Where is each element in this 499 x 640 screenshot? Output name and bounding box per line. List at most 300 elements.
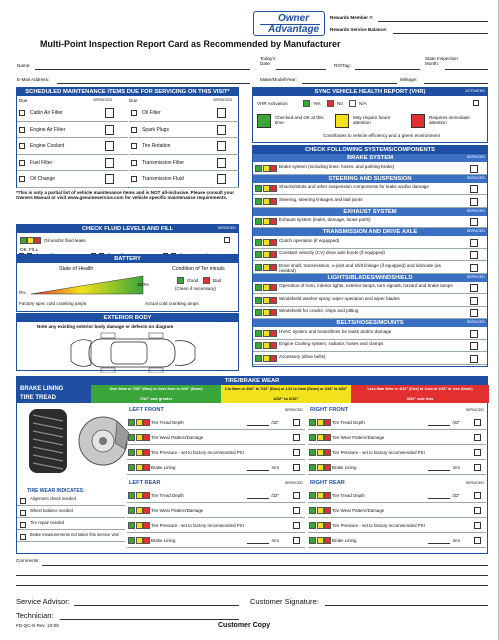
serviced-checkbox[interactable] (105, 174, 114, 184)
tire-row-label: Tire Wear Pattern/Damage (151, 435, 204, 440)
maintenance-item-label: Spark Plugs (142, 126, 169, 133)
serviced-checkbox[interactable] (474, 419, 481, 426)
system-item-label: Windshield washer spray, wiper operation and wiper blades (279, 295, 400, 301)
immediate-box[interactable] (324, 507, 331, 514)
comments-line-1[interactable] (42, 565, 488, 566)
immediate-box[interactable] (270, 218, 277, 225)
ok-box[interactable] (309, 522, 316, 529)
tire-row (127, 518, 305, 533)
ok-box[interactable] (309, 419, 316, 426)
ok-head: OK (20, 247, 27, 252)
fluid-leaks-serviced[interactable] (224, 237, 230, 243)
tire-row-label: Brake Lining (332, 538, 357, 543)
tire-row-label: Tire Wear Pattern/Damage (151, 508, 204, 513)
future-box[interactable] (263, 355, 270, 362)
system-item-row (253, 162, 487, 175)
serviced-checkbox[interactable] (217, 125, 226, 135)
future-box[interactable] (263, 198, 270, 205)
serviced-checkbox[interactable] (293, 507, 300, 514)
health-gauge (27, 274, 147, 298)
wear-indicator-label: Brake measurements not taken this service visit (30, 531, 119, 537)
ok-box[interactable] (255, 264, 262, 271)
ok-box[interactable] (255, 239, 262, 246)
system-header: EXHAUST SYSTEM (253, 208, 487, 216)
wear-indicator-row (17, 519, 125, 530)
tire-brake-title: TIRE/BRAKE WEAR (17, 377, 487, 385)
tire-row-label: Tire Pressure - set to factory recommended PSI (332, 450, 425, 455)
unit-label: mm (452, 538, 460, 543)
tire-row (308, 503, 486, 518)
tire-quadrant-right-rear (308, 480, 486, 550)
maintenance-row (129, 105, 239, 122)
actual-cca-label: Actual cold cranking amps (145, 301, 199, 306)
future-box[interactable] (263, 284, 270, 291)
serviced-head: SERVICED (284, 481, 303, 485)
system-item-row (253, 294, 487, 307)
ok-box[interactable] (128, 434, 135, 441)
serviced-checkbox[interactable] (293, 537, 300, 544)
tire-row (308, 430, 486, 445)
serviced-checkbox[interactable] (293, 464, 300, 471)
maintenance-item-label: Transmission Fluid (142, 176, 184, 182)
vhr-label: VHR Activation (257, 101, 288, 106)
serviced-head: SERVICED (465, 481, 484, 485)
green-tread-spec: 7/32" and greater (91, 394, 221, 403)
immediate-box[interactable] (270, 330, 277, 337)
fluids-title: CHECK FLUID LEVELS AND FILL (17, 225, 238, 233)
email-field[interactable] (57, 83, 250, 84)
immediate-box[interactable] (143, 464, 150, 471)
serviced-head: SERVICED (466, 274, 485, 279)
serviced-checkbox[interactable] (470, 355, 478, 363)
serviced-checkbox[interactable] (293, 522, 300, 529)
system-item-label: Windshield for cracks, chips and pitting (279, 308, 359, 313)
future-box[interactable] (263, 309, 270, 316)
due-checkbox[interactable] (19, 160, 25, 166)
serviced-checkbox[interactable] (474, 434, 481, 441)
serviced-checkbox[interactable] (293, 449, 300, 456)
future-box[interactable] (317, 537, 324, 544)
future-box[interactable] (317, 464, 324, 471)
immediate-box[interactable] (270, 342, 277, 349)
due-checkbox[interactable] (131, 110, 137, 116)
due-checkbox[interactable] (19, 143, 25, 149)
system-item-label: Brake system (including lines, hoses, and parking brake) (279, 163, 395, 169)
immediate-box[interactable] (143, 434, 150, 441)
comments-line-2[interactable] (16, 575, 488, 576)
due-checkbox[interactable] (131, 143, 137, 149)
system-item-label: Exhaust system (leaks, damage, loose parts) (279, 217, 371, 222)
system-item-row (253, 261, 487, 274)
yellow-tread-spec: 4/32" to 6/32" (221, 394, 351, 403)
ro-tag-field[interactable] (355, 69, 420, 70)
serviced-checkbox[interactable] (217, 141, 226, 151)
immediate-box[interactable] (324, 419, 331, 426)
ok-box[interactable] (255, 342, 262, 349)
exterior-note: Note any existing exterior body damage or defects on diagram (37, 324, 174, 329)
immediate-box[interactable] (324, 464, 331, 471)
ok-box[interactable] (255, 297, 262, 304)
ok-box[interactable] (255, 309, 262, 316)
fluid-leaks-label: Oil and/or fluid leaks (44, 238, 86, 243)
tire-row-label: Tire Tread Depth (332, 420, 365, 425)
system-item-row (253, 282, 487, 295)
measurement-field[interactable] (428, 543, 450, 544)
comments-label: Comments: (16, 558, 40, 563)
wear-indicator-row (17, 507, 125, 518)
wear-checkbox[interactable] (20, 522, 26, 528)
serviced-checkbox[interactable] (470, 330, 478, 338)
customer-copy-label: Customer Copy (218, 622, 271, 629)
tire-row-label: Tire Tread Depth (332, 493, 365, 498)
exterior-title: EXTERIOR BODY (17, 314, 238, 322)
serviced-checkbox[interactable] (105, 158, 114, 168)
technician-field[interactable] (60, 619, 239, 620)
tire-row-label: Tire Pressure - set to factory recommended PSI (151, 450, 244, 455)
owner-advantage-logo (253, 11, 325, 36)
ok-box[interactable] (255, 165, 262, 172)
serviced-checkbox[interactable] (470, 165, 478, 173)
serviced-checkbox[interactable] (470, 342, 478, 350)
ok-box[interactable] (255, 284, 262, 291)
future-box[interactable] (317, 434, 324, 441)
logo-top-text: Owner (278, 13, 310, 24)
fill-head: FILL (29, 247, 39, 252)
due-checkbox[interactable] (131, 160, 137, 166)
future-box[interactable] (263, 239, 270, 246)
tire-row-label: Tire Tread Depth (151, 420, 184, 425)
system-item-row (253, 183, 487, 196)
immediate-box[interactable] (143, 507, 150, 514)
system-header: STEERING AND SUSPENSION (253, 175, 487, 183)
due-checkbox[interactable] (131, 176, 137, 182)
wear-indicator-row (17, 531, 125, 542)
wear-checkbox[interactable] (20, 510, 26, 516)
tire-row (127, 430, 305, 445)
legend-yellow: May require future attention (353, 115, 391, 126)
ok-box[interactable] (309, 507, 316, 514)
measurement-field[interactable] (428, 425, 450, 426)
immediate-box[interactable] (143, 449, 150, 456)
system-item-label: Engine Cooling system, radiator, hoses and clamps (279, 341, 384, 346)
ok-box[interactable] (309, 464, 316, 471)
ok-box[interactable] (255, 355, 262, 362)
serviced-checkbox[interactable] (470, 284, 478, 292)
future-box[interactable] (317, 507, 324, 514)
serviced-head: SERVICED (466, 320, 485, 324)
ok-box[interactable] (255, 330, 262, 337)
serviced-checkbox[interactable] (470, 218, 478, 226)
immediate-box[interactable] (270, 165, 277, 172)
future-box[interactable] (136, 464, 143, 471)
measurement-field[interactable] (247, 470, 269, 471)
scheduled-maintenance-section (16, 87, 239, 188)
measurement-field[interactable] (428, 498, 450, 499)
future-box[interactable] (263, 297, 270, 304)
maintenance-item-label: Transmission Filter (142, 159, 185, 166)
tire-row (308, 460, 486, 475)
serviced-head: SERVICED (466, 175, 485, 180)
make-model-field[interactable] (302, 83, 397, 84)
state-inspection-label: State Inspection Month: (425, 56, 458, 67)
due-checkbox[interactable] (131, 127, 137, 133)
future-box[interactable] (136, 522, 143, 529)
future-box[interactable] (136, 419, 143, 426)
immediate-box[interactable] (324, 492, 331, 499)
immediate-box[interactable] (270, 264, 277, 271)
wear-checkbox[interactable] (20, 498, 26, 504)
state-of-health-label: State of Health (59, 266, 94, 272)
vhr-activated-box[interactable] (473, 100, 479, 106)
future-box[interactable] (317, 522, 324, 529)
system-item-label: HVAC system and hoses/lines for leaks and/or damage (279, 328, 392, 334)
wear-indicates-title: TIRE WEAR INDICATES: (27, 488, 85, 494)
pct-low: 0% (19, 290, 26, 295)
serviced-checkbox[interactable] (470, 239, 478, 247)
make-model-label: Make/Model/Year: (260, 77, 297, 82)
name-field[interactable] (35, 69, 250, 70)
due-col-left: Due (19, 98, 28, 103)
sync-vhr-section (252, 87, 488, 143)
na-label: N/A (359, 101, 367, 106)
immediate-box[interactable] (270, 355, 277, 362)
immediate-box[interactable] (324, 537, 331, 544)
future-box[interactable] (317, 492, 324, 499)
future-box[interactable] (136, 507, 143, 514)
battery-title: BATTERY (17, 255, 238, 263)
unit-label: /32" (452, 420, 460, 425)
no-label: No (337, 101, 343, 106)
serviced-checkbox[interactable] (470, 309, 478, 317)
due-checkbox[interactable] (19, 110, 25, 116)
bad-label: Bad (213, 278, 222, 283)
wear-indicator-label: Tire repair needed (30, 519, 65, 525)
quadrant-title: LEFT REAR (129, 480, 161, 486)
serviced-checkbox[interactable] (470, 297, 478, 305)
wear-indicator-label: Alignment check needed (30, 495, 76, 501)
future-box[interactable] (136, 449, 143, 456)
car-diagram[interactable] (61, 331, 201, 373)
serviced-checkbox[interactable] (217, 174, 226, 184)
immediate-box[interactable] (143, 522, 150, 529)
immediate-box[interactable] (270, 185, 277, 192)
immediate-box[interactable] (270, 309, 277, 316)
tire-row-label: Brake Lining (332, 465, 357, 470)
brake-lining-label: BRAKE LINING (17, 385, 91, 394)
tire-quadrant-left-rear (127, 480, 305, 550)
serviced-checkbox[interactable] (474, 464, 481, 471)
date-field[interactable] (276, 69, 326, 70)
measurement-field[interactable] (247, 498, 269, 499)
immediate-box[interactable] (270, 251, 277, 258)
maintenance-row (17, 155, 128, 172)
serviced-checkbox[interactable] (470, 264, 478, 272)
serviced-checkbox[interactable] (474, 449, 481, 456)
ok-box[interactable] (309, 449, 316, 456)
ok-box[interactable] (255, 198, 262, 205)
immediate-box[interactable] (143, 492, 150, 499)
system-item-label: Operation of horn, interior lights, exterior lamps, turn signals, hazard and brake lamps (279, 283, 453, 288)
future-box[interactable] (136, 537, 143, 544)
serviced-checkbox[interactable] (470, 251, 478, 259)
name-label: Name: (17, 63, 31, 68)
tire-row (308, 533, 486, 548)
system-item-label: Constant velocity (CV) drive axle boots (if equipped) (279, 250, 385, 255)
yes-label: Yes (313, 101, 321, 106)
sync-activated-head: ACTIVATED (465, 89, 485, 93)
serviced-checkbox[interactable] (217, 158, 226, 168)
serviced-checkbox[interactable] (474, 507, 481, 514)
system-item-row (253, 327, 487, 340)
wear-checkbox[interactable] (20, 534, 26, 540)
system-item-label: Steering, steering linkages and ball joints (279, 196, 363, 202)
immediate-box[interactable] (143, 419, 150, 426)
ok-box[interactable] (128, 522, 135, 529)
future-box[interactable] (263, 264, 270, 271)
tire-brake-section (16, 376, 488, 554)
ok-box[interactable] (309, 434, 316, 441)
systems-section (252, 145, 488, 367)
system-item-row (253, 340, 487, 353)
ok-box[interactable] (255, 218, 262, 225)
tire-row-label: Tire Wear Pattern/Damage (332, 435, 385, 440)
system-item-label: Accessory (drive belts) (279, 353, 326, 359)
unit-label: /32" (271, 420, 279, 425)
service-advisor-field[interactable] (74, 605, 239, 606)
ok-box[interactable] (255, 185, 262, 192)
ok-box[interactable] (128, 449, 135, 456)
technician-label: Technician: (16, 611, 54, 620)
immediate-box[interactable] (143, 537, 150, 544)
immediate-box[interactable] (324, 522, 331, 529)
serviced-checkbox[interactable] (293, 434, 300, 441)
ok-box[interactable] (309, 492, 316, 499)
system-header: TRANSMISSION AND DRIVE AXLE (253, 228, 487, 236)
systems-title: CHECK FOLLOWING SYSTEMS/COMPONENTS (253, 146, 487, 154)
red-tread-spec: 3/32" and less (351, 394, 489, 403)
tire-quadrant-left-front (127, 407, 305, 477)
due-checkbox[interactable] (19, 127, 25, 133)
immediate-box[interactable] (270, 284, 277, 291)
immediate-box[interactable] (270, 239, 277, 246)
serviced-checkbox[interactable] (105, 108, 114, 118)
immediate-box[interactable] (324, 449, 331, 456)
ro-tag-label: RO/Tag: (334, 63, 351, 68)
tire-row (127, 533, 305, 548)
good-label: Good (187, 278, 199, 283)
ok-box[interactable] (309, 537, 316, 544)
tire-row (127, 415, 305, 430)
scheduled-maintenance-title: SCHEDULED MAINTENANCE ITEMS DUE FOR SERVICING ON THIS VISIT* (17, 88, 238, 96)
serviced-checkbox[interactable] (105, 125, 114, 135)
future-box[interactable] (263, 330, 270, 337)
measurement-field[interactable] (247, 543, 269, 544)
maintenance-item-label: Oil Filter (142, 110, 161, 116)
maintenance-row (129, 138, 239, 155)
tire-row-label: Tire Tread Depth (151, 493, 184, 498)
serviced-checkbox[interactable] (293, 492, 300, 499)
system-item-row (253, 216, 487, 229)
system-header: BELTS/HOSES/MOUNTS (253, 319, 487, 327)
future-box[interactable] (317, 419, 324, 426)
serviced-checkbox[interactable] (293, 419, 300, 426)
todays-date-label: Today's Date: (260, 56, 276, 67)
future-box[interactable] (263, 165, 270, 172)
future-box[interactable] (136, 434, 143, 441)
measurement-field[interactable] (428, 470, 450, 471)
serviced-checkbox[interactable] (474, 492, 481, 499)
mileage-field[interactable] (424, 83, 488, 84)
immediate-box[interactable] (270, 297, 277, 304)
unit-label: mm (271, 465, 279, 470)
system-item-row (253, 249, 487, 262)
comments-line-3[interactable] (16, 585, 488, 586)
immediate-box[interactable] (270, 198, 277, 205)
unit-label: mm (452, 465, 460, 470)
future-box[interactable] (263, 185, 270, 192)
system-header: LIGHTS/BLADES/WINDSHIELD (253, 274, 487, 282)
inspection-month-field[interactable] (445, 69, 488, 70)
customer-signature-field[interactable] (325, 605, 488, 606)
factory-cca-label: Factory spec cold cranking amps (19, 301, 87, 306)
tire-row (308, 518, 486, 533)
serviced-checkbox[interactable] (470, 198, 478, 206)
unit-label: /32" (452, 493, 460, 498)
service-advisor-label: Service Advisor: (16, 597, 70, 606)
future-box[interactable] (263, 218, 270, 225)
serviced-head: SERVICED (466, 229, 485, 233)
ok-box[interactable] (128, 419, 135, 426)
future-box[interactable] (317, 449, 324, 456)
serviced-checkbox[interactable] (470, 185, 478, 193)
maintenance-row (129, 155, 239, 172)
serviced-head: SERVICED (465, 408, 484, 412)
form-title: Multi-Point Inspection Report Card as Recommended by Manufacturer (40, 39, 341, 49)
system-item-row (253, 195, 487, 208)
tire-row-label: Tire Pressure - set to factory recommended PSI (332, 523, 425, 528)
yellow-brake-spec: 3 to 5mm or 4/32" to 7/32" (Disc) or 1.01 to 2mm (Drum) or 2/32" to 3/32" (221, 385, 351, 394)
immediate-box[interactable] (324, 434, 331, 441)
serviced-checkbox[interactable] (105, 141, 114, 151)
measurement-field[interactable] (247, 425, 269, 426)
maintenance-item-label: Engine Air Filter (30, 126, 66, 133)
ok-box[interactable] (128, 507, 135, 514)
serviced-checkbox[interactable] (217, 108, 226, 118)
serviced-checkbox[interactable] (474, 537, 481, 544)
ok-box[interactable] (255, 251, 262, 258)
logo-bottom-text: Advantage (268, 24, 320, 35)
system-item-row (253, 307, 487, 320)
system-item-label: Clutch operation (if equipped) (279, 237, 340, 243)
future-box[interactable] (263, 251, 270, 258)
due-checkbox[interactable] (19, 176, 25, 182)
ok-box[interactable] (128, 537, 135, 544)
tire-row (127, 488, 305, 503)
quadrant-title: RIGHT REAR (310, 480, 345, 486)
quadrant-title: LEFT FRONT (129, 407, 164, 413)
customer-signature-label: Customer Signature: (250, 597, 319, 606)
rewards-balance-label: Rewards Service Balance: (330, 27, 388, 32)
tire-row (308, 415, 486, 430)
serviced-checkbox[interactable] (474, 522, 481, 529)
ok-box[interactable] (128, 464, 135, 471)
battery-section (16, 254, 239, 312)
ok-box[interactable] (128, 492, 135, 499)
future-box[interactable] (263, 342, 270, 349)
future-box[interactable] (136, 492, 143, 499)
quadrant-title: RIGHT FRONT (310, 407, 349, 413)
tire-quadrant-right-front (308, 407, 486, 477)
